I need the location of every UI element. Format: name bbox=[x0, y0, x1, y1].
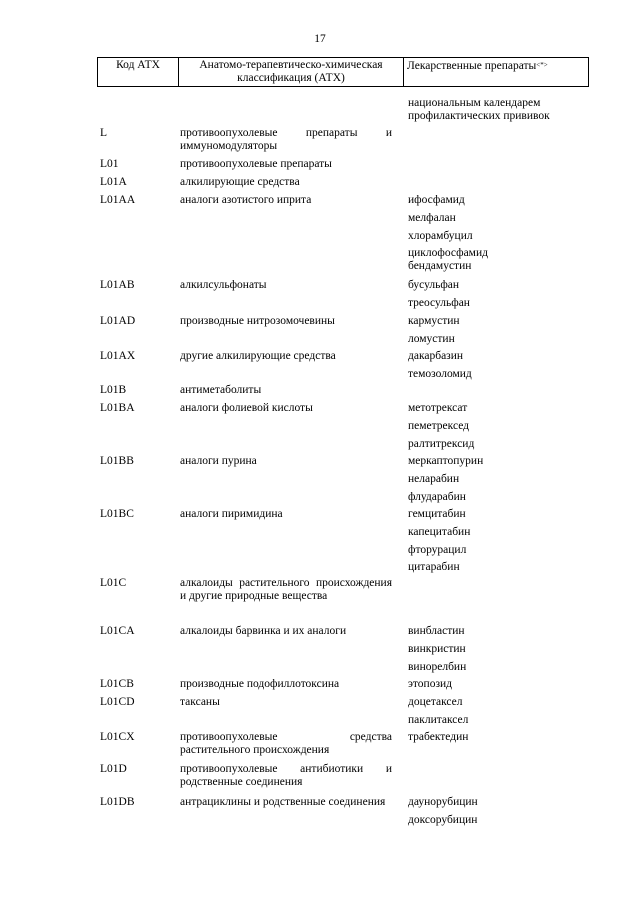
drug-name: фторурацил bbox=[408, 543, 467, 556]
atc-classification: противоопухолевые препараты и иммуномодуляторы bbox=[180, 127, 392, 152]
drug-name: доцетаксел bbox=[408, 696, 463, 708]
atc-code: L01CA bbox=[100, 625, 135, 637]
drug-name: пеметрексед bbox=[408, 419, 470, 432]
drug-list bbox=[408, 796, 598, 832]
atc-classification: аналоги пурина bbox=[180, 455, 257, 467]
drug-name: меркаптопурин bbox=[408, 455, 484, 467]
drug-list bbox=[408, 696, 598, 732]
drug-list bbox=[408, 455, 598, 508]
atc-code: L01CB bbox=[100, 678, 134, 690]
drug-name: метотрексат bbox=[408, 402, 468, 414]
atc-classification: производные подофиллотоксина bbox=[180, 678, 340, 690]
header-classification: Анатомо-терапевтическо-химическая классификация (АТХ) bbox=[179, 58, 404, 87]
atc-code: L01C bbox=[100, 577, 127, 589]
drug-name: винбластин bbox=[408, 625, 465, 637]
drug-list bbox=[408, 508, 598, 579]
atc-code: L01CD bbox=[100, 696, 135, 708]
atc-code: L01CX bbox=[100, 731, 135, 743]
drug-list bbox=[408, 402, 598, 455]
atc-classification: противоопухолевые препараты bbox=[180, 158, 332, 170]
drug-name: ломустин bbox=[408, 332, 455, 345]
drug-name: доксорубицин bbox=[408, 813, 478, 826]
atc-classification: противоопухолевые антибиотики и родственные соединения bbox=[180, 763, 392, 788]
drug-name: бендамустин bbox=[408, 260, 472, 273]
drug-list bbox=[408, 194, 598, 278]
atc-classification: антрациклины и родственные соединения bbox=[180, 796, 386, 808]
atc-classification: аналоги фолиевой кислоты bbox=[180, 402, 313, 414]
atc-code: L01BB bbox=[100, 455, 134, 467]
atc-code: L01BA bbox=[100, 402, 135, 414]
drug-name: винорелбин bbox=[408, 660, 467, 673]
drug-list bbox=[408, 731, 598, 749]
drug-name: винкристин bbox=[408, 642, 466, 655]
atc-classification: другие алкилирующие средства bbox=[180, 350, 336, 362]
header-drugs-label: Лекарственные препараты bbox=[407, 60, 537, 72]
drug-list bbox=[408, 350, 598, 386]
drug-name: темозоломид bbox=[408, 367, 472, 380]
drug-name: дакарбазин bbox=[408, 350, 464, 362]
drug-name: капецитабин bbox=[408, 525, 471, 538]
atc-classification: аналоги пиримидина bbox=[180, 508, 283, 520]
drug-name: мелфалан bbox=[408, 211, 456, 224]
atc-classification: производные нитрозомочевины bbox=[180, 315, 335, 327]
drug-name: кармустин bbox=[408, 315, 460, 327]
atc-classification: таксаны bbox=[180, 696, 220, 708]
drug-name: ралтитрексид bbox=[408, 437, 475, 450]
drug-list bbox=[408, 97, 598, 123]
drug-name: гемцитабин bbox=[408, 508, 466, 520]
drug-name: профилактических прививок bbox=[408, 110, 550, 122]
atc-code: L01AA bbox=[100, 194, 136, 206]
drug-name: даунорубицин bbox=[408, 796, 478, 808]
drug-name: треосульфан bbox=[408, 296, 470, 309]
atc-code: L01AX bbox=[100, 350, 136, 362]
atc-classification: алкилирующие средства bbox=[180, 176, 300, 188]
drug-name: цитарабин bbox=[408, 561, 460, 574]
atc-classification: противоопухолевые средства растительного происхождения bbox=[180, 731, 392, 756]
drug-list bbox=[408, 279, 598, 315]
atc-code: L01 bbox=[100, 158, 119, 170]
atc-classification: аналоги азотистого иприта bbox=[180, 194, 312, 206]
atc-code: L01B bbox=[100, 384, 127, 396]
drug-name: бусульфан bbox=[408, 279, 460, 291]
atc-code: L01AB bbox=[100, 279, 135, 291]
drug-name: трабектедин bbox=[408, 731, 469, 743]
atc-classification: алкалоиды барвинка и их аналоги bbox=[180, 625, 347, 637]
header-code: Код АТХ bbox=[98, 58, 179, 87]
atc-code: L01D bbox=[100, 763, 127, 775]
header-drugs-mark: <*> bbox=[536, 61, 548, 69]
drug-name: неларабин bbox=[408, 472, 460, 485]
drug-list bbox=[408, 625, 598, 678]
drug-name: этопозид bbox=[408, 678, 453, 690]
drug-name: циклофосфамид bbox=[408, 247, 488, 260]
drug-list bbox=[408, 678, 598, 696]
drug-name: паклитаксел bbox=[408, 713, 469, 726]
atc-code: L01BC bbox=[100, 508, 134, 520]
atc-code: L01AD bbox=[100, 315, 136, 327]
atc-code: L bbox=[100, 127, 108, 139]
page-number: 17 bbox=[314, 33, 326, 45]
drug-name: хлорамбуцил bbox=[408, 229, 473, 242]
drug-name: флударабин bbox=[408, 490, 466, 503]
drug-name: ифосфамид bbox=[408, 194, 465, 206]
atc-code: L01DB bbox=[100, 796, 135, 808]
atc-code: L01A bbox=[100, 176, 127, 188]
drug-list bbox=[408, 315, 598, 351]
atc-classification: алкилсульфонаты bbox=[180, 279, 267, 291]
atc-classification: алкалоиды растительного происхождения и другие природные вещества bbox=[180, 577, 392, 602]
atc-classification: антиметаболиты bbox=[180, 384, 262, 396]
drug-name: национальным календарем bbox=[408, 97, 541, 109]
